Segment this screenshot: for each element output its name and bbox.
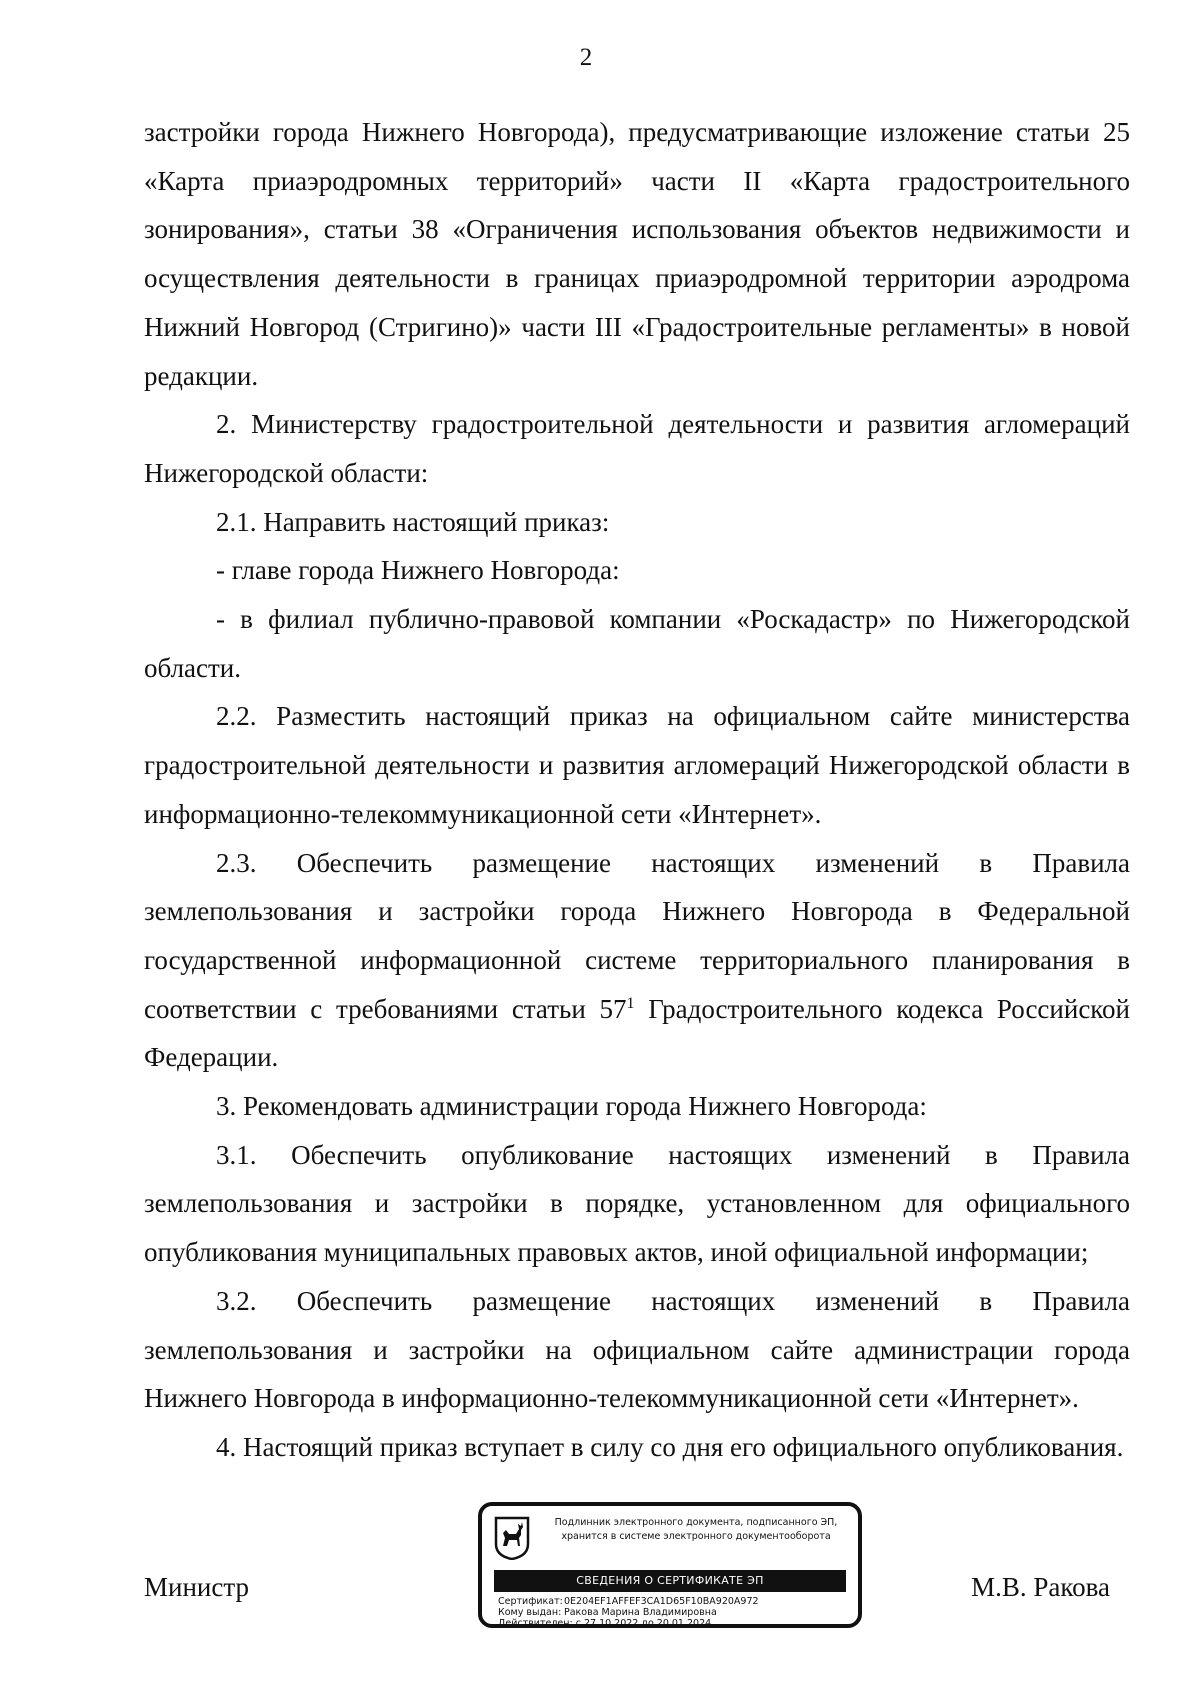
stamp-cert-label: Сертификат: — [498, 1596, 563, 1607]
paragraph-item-2-1: 2.1. Направить настоящий приказ: — [216, 506, 610, 537]
paragraph-bullet-head-of-city: - главе города Нижнего Новгорода: — [216, 555, 620, 586]
paragraph-item-4: 4. Настоящий приказ вступает в силу со дня его официального опубликования. — [216, 1431, 1124, 1462]
paragraph-bullet-roskadastr: - в филиал публично-правовой компании «Роскадастр» по Нижегородской области. — [144, 604, 1130, 683]
stamp-owner-value: Ракова Марина Владимировна — [564, 1607, 717, 1618]
article-superscript: 1 — [626, 994, 635, 1012]
page-number: 2 — [579, 44, 593, 71]
stamp-cert-row — [498, 1596, 848, 1607]
nizhny-novgorod-deer-emblem-icon — [494, 1516, 530, 1560]
paragraph-item-2-3 — [144, 839, 1130, 1083]
signatory-position: Министр — [144, 1572, 249, 1602]
paragraph-item-2-3-text: 2.3. Обеспечить размещение настоящих изменений в Правила землепользования и застройки города Нижнего Новгорода в Федеральной государственной информационной системе территориального планирования в соответствии с требованиями статьи 57 — [144, 847, 1130, 1024]
stamp-certificate-bar: СВЕДЕНИЯ О СЕРТИФИКАТЕ ЭП — [494, 1570, 846, 1592]
paragraph-continuation: застройки города Нижнего Новгорода), предусматривающие изложение статьи 25 «Карта приаэродромных территорий» части II «Карта градостроительного зонирования», статьи 38 «Ограничения использования объектов недвижимости и осуществления деятельности в границах приаэродромной территории аэродрома Нижний Новгород (Стригино)» части III «Градостроительные регламенты» в новой редакции. — [144, 117, 1130, 391]
stamp-owner-row — [498, 1607, 848, 1618]
stamp-header-line-2: хранится в системе электронного документооборота — [561, 1531, 831, 1542]
signatory-name: М.В. Ракова — [971, 1572, 1110, 1602]
stamp-valid-label: Действителен: — [498, 1618, 573, 1629]
stamp-cert-value: 0E204EF1AFFEF3CA1D65F10BA920A972 — [564, 1596, 759, 1607]
paragraph-item-2: 2. Министерству градостроительной деятельности и развития агломераций Нижегородской области: — [144, 409, 1130, 488]
stamp-header — [538, 1516, 854, 1544]
paragraph-item-2-3-tail: Градостроительного кодекса Российской Федерации. — [144, 993, 1130, 1073]
paragraph-item-3-2: 3.2. Обеспечить размещение настоящих изменений в Правила землепользования и застройки на официальном сайте администрации города Нижнего Новгорода в информационно-телекоммуникационной сети «Интернет». — [144, 1285, 1130, 1414]
stamp-valid-value: с 27.10.2022 до 20.01.2024 — [575, 1618, 712, 1629]
stamp-header-line-1: Подлинник электронного документа, подписанного ЭП, — [554, 1517, 838, 1528]
electronic-signature-stamp — [478, 1502, 862, 1628]
stamp-owner-label: Кому выдан: — [498, 1607, 562, 1618]
paragraph-item-3-1: 3.1. Обеспечить опубликование настоящих изменений в Правила землепользования и застройки в порядке, установленном для официального опубликования муниципальных правовых актов, иной официальной информации; — [144, 1139, 1130, 1268]
stamp-certificate-info — [498, 1596, 848, 1629]
stamp-valid-row — [498, 1618, 848, 1629]
document-body — [144, 108, 1130, 1472]
paragraph-item-3: 3. Рекомендовать администрации города Нижнего Новгорода: — [216, 1091, 927, 1122]
paragraph-item-2-2: 2.2. Разместить настоящий приказ на официальном сайте министерства градостроительной деятельности и развития агломераций Нижегородской области в информационно-телекоммуникационной сети «Интернет». — [144, 701, 1130, 829]
